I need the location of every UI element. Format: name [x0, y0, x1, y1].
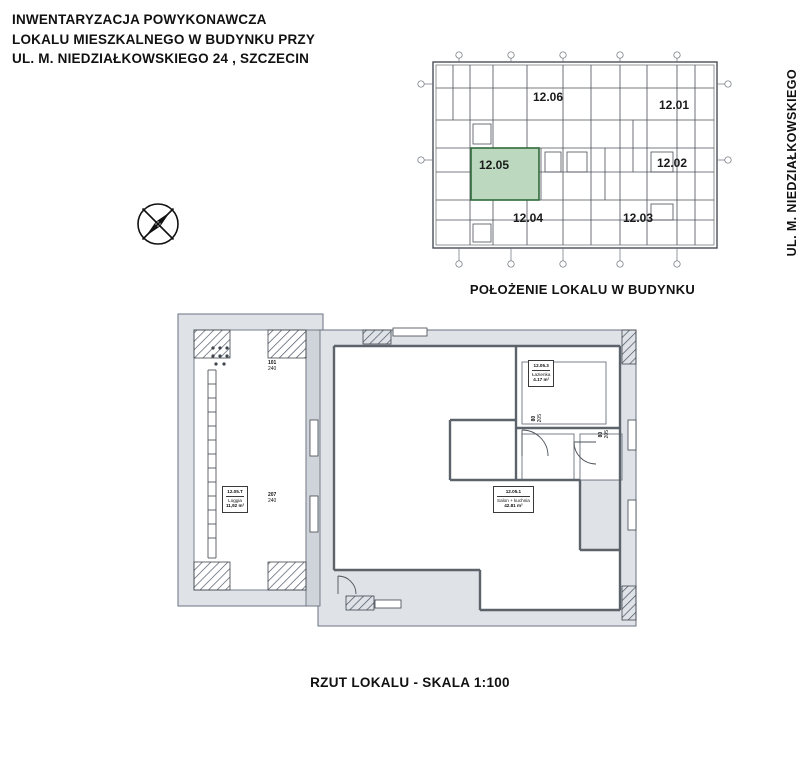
room-area-lazienka: 4.17 m² [533, 377, 550, 383]
north-arrow-icon [130, 196, 186, 252]
room-tag-loggia [222, 486, 248, 513]
keyplan-unit-12-01: 12.01 [659, 98, 690, 112]
document-title-block [12, 10, 315, 69]
keyplan-unit-12-06: 12.06 [533, 90, 564, 104]
apartment-floorplan [150, 300, 670, 650]
dimension-value-2: 207 [268, 492, 277, 498]
dimension-tag-4 [598, 430, 610, 438]
room-area-salon-kuchnia: 42.81 m² [504, 503, 523, 509]
dimension-sub-1: 240 [268, 366, 277, 372]
title-line-3: UL. M. NIEDZIAŁKOWSKIEGO 24 , SZCZECIN [12, 51, 310, 67]
keyplan-highlighted-unit [471, 148, 539, 200]
dimension-sub-2: 240 [268, 498, 277, 504]
room-name-salon-kuchnia: Salon + kuchnia [497, 497, 530, 503]
room-code-lazienka: 12.05.3 [532, 363, 550, 371]
dimension-value-1: 101 [268, 360, 277, 366]
room-area-loggia: 11,92 m² [226, 503, 245, 509]
room-tag-lazienka [528, 360, 554, 387]
dimension-tag-2 [268, 492, 276, 504]
dimension-value-3: 80 [531, 415, 537, 421]
floorplan-drawing [150, 300, 670, 650]
room-code-loggia: 12.05.T [226, 489, 244, 497]
dimension-sub-4: 205 [604, 430, 610, 439]
keyplan-unit-12-05: 12.05 [479, 158, 510, 172]
keyplan-unit-12-03: 12.03 [623, 211, 654, 225]
dimension-value-4: 80 [598, 431, 604, 437]
title-line-2: LOKALU MIESZKALNEGO W BUDYNKU PRZY [12, 31, 316, 47]
room-code-salon-kuchnia: 12.05.1 [497, 489, 530, 497]
room-name-loggia: Loggia [228, 497, 242, 503]
floorplan-caption: RZUT LOKALU - SKALA 1:100 [310, 675, 510, 690]
street-name-label [785, 48, 799, 278]
dimension-tag-1 [268, 360, 276, 372]
keyplan-caption: POŁOŻENIE LOKALU W BUDYNKU [469, 282, 696, 297]
keyplan-unit-12-02: 12.02 [657, 156, 688, 170]
keyplan-building-position [415, 48, 735, 273]
title-line-1: INWENTARYZACJA POWYKONAWCZA [12, 12, 267, 27]
room-tag-salon-kuchnia [493, 486, 534, 513]
dimension-tag-3 [531, 414, 543, 422]
keyplan-unit-12-04: 12.04 [513, 211, 544, 225]
dimension-sub-3: 205 [537, 414, 543, 423]
street-name-text: UL. M. NIEDZIAŁKOWSKIEGO [785, 69, 799, 257]
room-name-lazienka: Łazienka [532, 371, 551, 377]
